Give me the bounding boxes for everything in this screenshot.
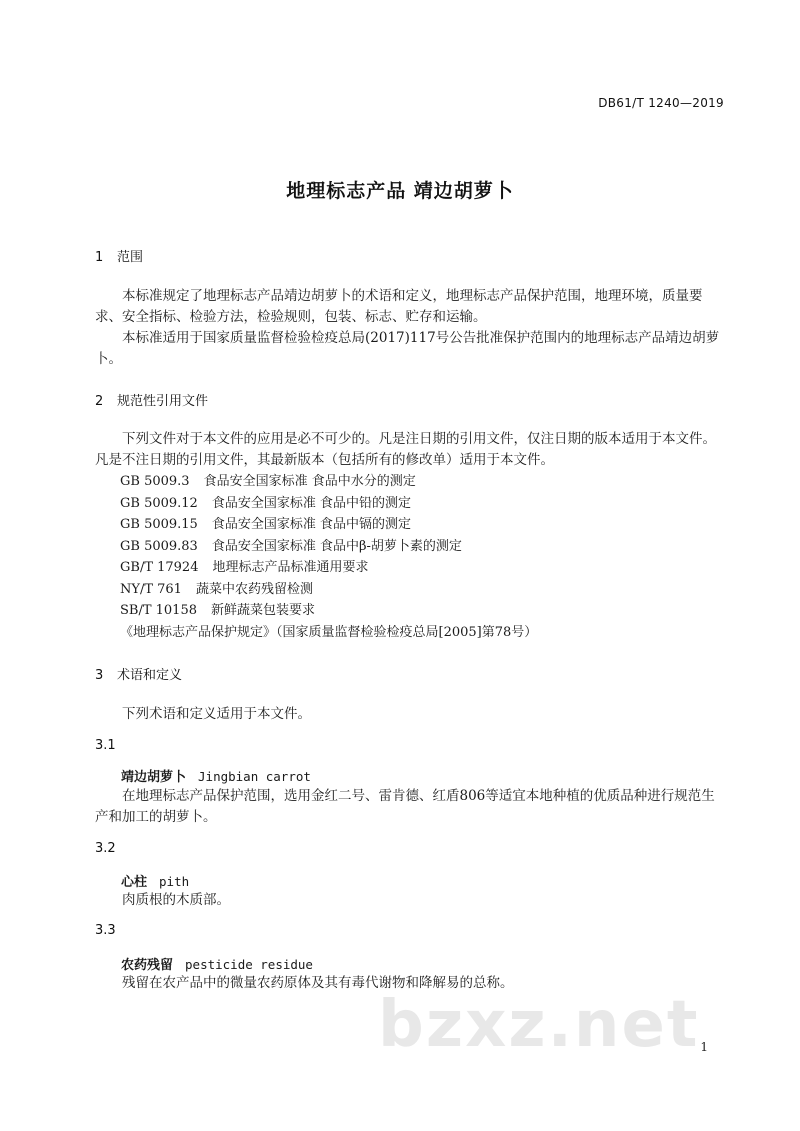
- page-number: 1: [700, 1040, 708, 1054]
- references-intro-paragraph: 下列文件对于本文件的应用是必不可少的。凡是注日期的引用文件，仅注日期的版本适用于本文件。凡是不注日期的引用文件，其最新版本（包括所有的修改单）适用于本文件。: [95, 431, 716, 468]
- term-entry: [121, 871, 189, 890]
- reference-title: 地理标志产品标准通用要求: [212, 560, 369, 575]
- watermark: bzxz.net: [378, 988, 700, 1062]
- term-number: 3.3: [95, 923, 116, 938]
- reference-code: GB 5009.15: [120, 517, 198, 532]
- term-definition: 肉质根的木质部。: [122, 892, 230, 908]
- reference-title: 食品安全国家标准 食品中β-胡萝卜素的测定: [211, 538, 462, 554]
- reference-item: [120, 622, 537, 644]
- term-number: 3.1: [95, 738, 116, 753]
- reference-item: [120, 579, 537, 601]
- reference-item: [120, 471, 537, 493]
- term-definition: 残留在农产品中的微量农药原体及其有毒代谢物和降解易的总称。: [122, 975, 514, 991]
- section-number: 1: [95, 250, 104, 265]
- term-definition: 在地理标志产品保护范围，选用金红二号、雷肯德、红盾806等适宜本地种植的优质品种进行规范生产和加工的胡萝卜。: [95, 788, 715, 825]
- term-chinese: 心柱: [121, 875, 148, 890]
- section-2-heading: [95, 390, 208, 409]
- section-title: 术语和定义: [117, 668, 183, 683]
- section-3-heading: [95, 664, 182, 683]
- reference-item: [120, 600, 537, 622]
- reference-item: [120, 493, 537, 515]
- reference-title: 新鲜蔬菜包装要求: [211, 603, 316, 618]
- standard-code: DB61/T 1240—2019: [598, 96, 724, 110]
- reference-title: 《地理标志产品保护规定》（国家质量监督检验检疫总局[2005]第78号）: [120, 624, 538, 640]
- term-english: Jingbian carrot: [198, 769, 311, 784]
- document-title: 地理标志产品 靖边胡萝卜: [286, 180, 514, 202]
- reference-title: 蔬菜中农药残留检测: [195, 581, 313, 597]
- reference-title: 食品安全国家标准 食品中镉的测定: [211, 517, 411, 532]
- scope-paragraph-2: 本标准适用于国家质量监督检验检疫总局(2017)117号公告批准保护范围内的地理标志产品靖边胡萝卜。: [95, 330, 720, 367]
- reference-code: NY/T 761: [120, 581, 182, 597]
- reference-title: 食品安全国家标准 食品中水分的测定: [203, 474, 416, 489]
- section-1-heading: [95, 246, 143, 265]
- term-entry: [121, 954, 313, 973]
- reference-code: GB 5009.3: [120, 474, 190, 489]
- reference-title: 食品安全国家标准 食品中铅的测定: [211, 495, 411, 511]
- normative-reference-list: [120, 471, 537, 643]
- section-title: 规范性引用文件: [117, 394, 209, 409]
- reference-item: [120, 514, 537, 536]
- reference-item: [120, 536, 537, 558]
- reference-code: GB/T 17924: [120, 560, 199, 575]
- section-title: 范围: [117, 250, 144, 265]
- term-chinese: 农药残留: [121, 958, 174, 973]
- reference-code: GB 5009.12: [120, 495, 198, 511]
- reference-item: [120, 557, 537, 579]
- term-number: 3.2: [95, 841, 116, 856]
- section-number: 2: [95, 394, 104, 409]
- term-entry: [121, 766, 311, 785]
- reference-code: GB 5009.83: [120, 538, 198, 554]
- term-english: pesticide residue: [185, 957, 313, 972]
- scope-paragraph-1: 本标准规定了地理标志产品靖边胡萝卜的术语和定义，地理标志产品保护范围，地理环境，质量要求、安全指标、检验方法，检验规则，包装、标志、贮存和运输。: [95, 288, 703, 325]
- section-number: 3: [95, 668, 104, 683]
- term-english: pith: [159, 874, 190, 889]
- terms-intro-paragraph: 下列术语和定义适用于本文件。: [122, 706, 311, 722]
- term-chinese: 靖边胡萝卜: [121, 770, 187, 785]
- reference-code: SB/T 10158: [120, 603, 197, 618]
